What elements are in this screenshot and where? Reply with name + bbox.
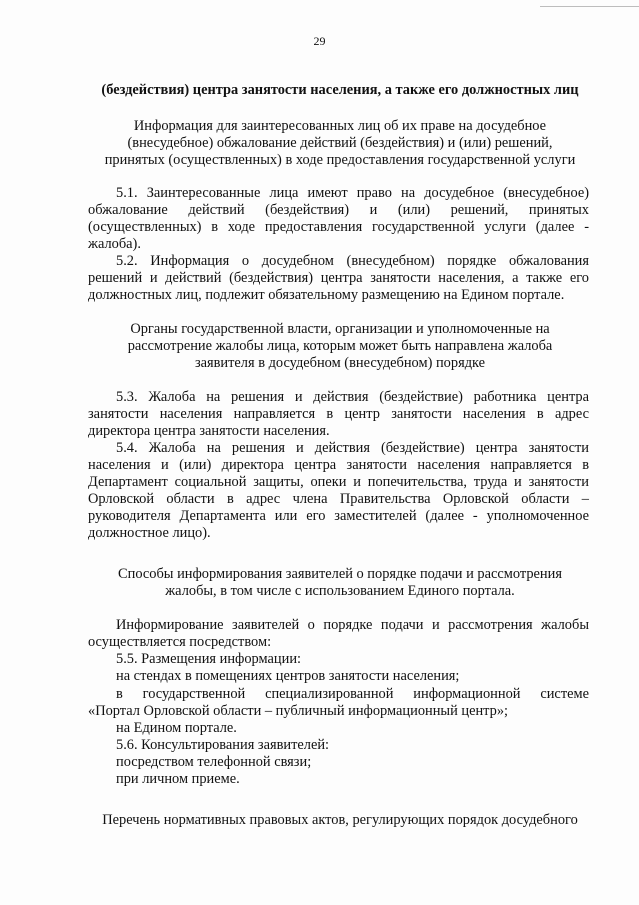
paragraph-line: занятости населения направляется в центр занятости населения в адрес (88, 406, 589, 422)
section-title-line: Способы информирования заявителей о порядке подачи и рассмотрения (118, 566, 562, 582)
list-item: посредством телефонной связи; (116, 754, 312, 770)
paragraph-line: обжалование действий (бездействия) и (или) решений, принятых (88, 202, 589, 218)
paragraph-line: 5.2. Информация о досудебном (внесудебном) порядке обжалования (116, 253, 589, 269)
page-number: 29 (313, 34, 326, 48)
paragraph-line: Орловской области в адрес члена Правительства Орловской области – (88, 491, 589, 507)
paragraph-line: Информирование заявителей о порядке подачи и рассмотрения жалобы (116, 617, 589, 633)
list-item: 5.5. Размещения информации: (116, 651, 302, 667)
section-title-line: жалобы, в том числе с использованием Единого портала. (165, 583, 515, 599)
paragraph-line: (осуществленных) в ходе предоставления государственной услуги (далее - (88, 219, 589, 235)
paragraph-line: должностных лиц, подлежит обязательному размещению на Едином портале. (88, 287, 565, 303)
section-title-line: Информация для заинтересованных лиц об их праве на досудебное (133, 118, 547, 134)
list-item: на стендах в помещениях центров занятости населения; (116, 668, 460, 684)
paragraph-line: осуществляется посредством: (88, 634, 272, 650)
paragraph-line: 5.1. Заинтересованные лица имеют право на досудебное (внесудебное) (116, 185, 589, 201)
section-title-line: рассмотрение жалобы лица, которым может быть направлена жалоба (127, 338, 553, 354)
paragraph-line: 5.3. Жалоба на решения и действия (бездействие) работника центра (116, 389, 589, 405)
scan-artifact-line (540, 6, 639, 7)
paragraph-line: должностное лицо). (88, 525, 211, 541)
section-title-line: Органы государственной власти, организации и уполномоченные на (130, 321, 550, 337)
section-title-line: Перечень нормативных правовых актов, регулирующих порядок досудебного (102, 812, 578, 828)
list-item: 5.6. Консультирования заявителей: (116, 737, 330, 753)
paragraph-line: 5.4. Жалоба на решения и действия (бездействие) центра занятости (116, 440, 589, 456)
list-item: при личном приеме. (116, 771, 240, 787)
section-title-line: заявителя в досудебном (внесудебном) порядке (194, 355, 486, 371)
paragraph-line: директора центра занятости населения. (88, 423, 330, 439)
list-item: на Едином портале. (116, 720, 237, 736)
section-title-line: (внесудебное) обжалование действий (бездействия) и (или) решений, (127, 135, 553, 151)
paragraph-line: жалоба). (88, 236, 141, 252)
paragraph-line: Департамент социальной защиты, опеки и попечительства, труда и занятости (88, 474, 589, 490)
section-title-line: принятых (осуществленных) в ходе предоставления государственной услуги (104, 152, 576, 168)
list-item: в государственной специализированной информационной системе (116, 686, 589, 702)
paragraph-line: руководителя Департамента или его заместителей (далее - уполномоченное (88, 508, 589, 524)
paragraph-line: населения и (или) директора центра занятости населения направляется в (88, 457, 589, 473)
section-heading-continued: (бездействия) центра занятости населения, а также его должностных лиц (101, 82, 579, 98)
paragraph-line: решений и действий (бездействия) центра занятости населения, а также его (88, 270, 589, 286)
list-item: «Портал Орловской области – публичный информационный центр»; (88, 703, 509, 719)
